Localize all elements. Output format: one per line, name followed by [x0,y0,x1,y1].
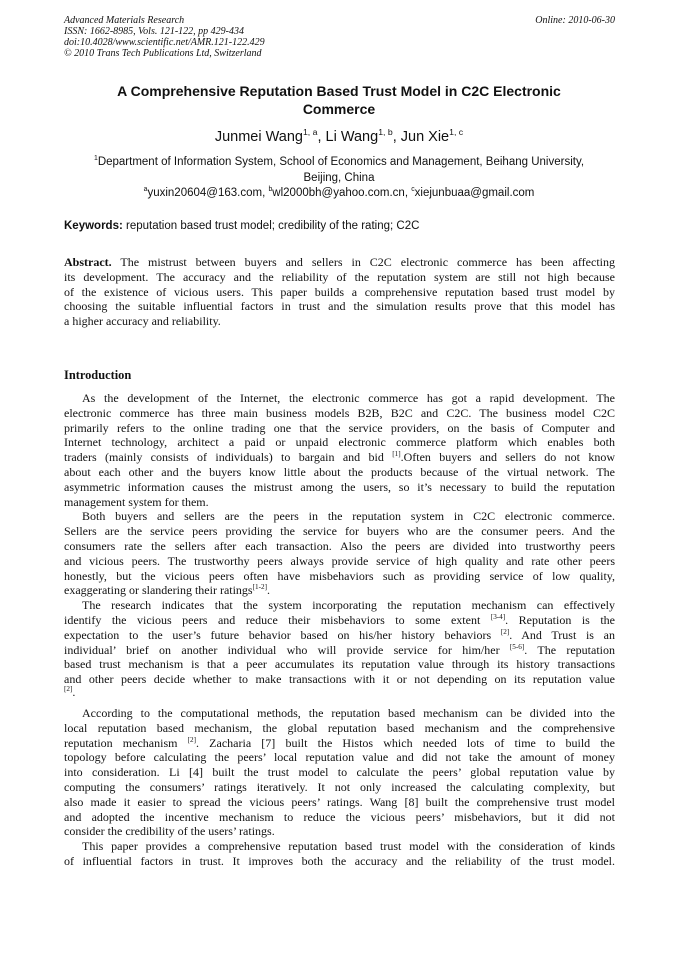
text: Sellers are the service peers providing the service for buyers who are the consumer peers. And the [64,524,615,539]
text: management system for them. [64,494,209,509]
paragraph [64,509,615,598]
text: . The reputation [524,642,615,657]
text-line [64,255,615,270]
text: primarily refers to the online trading one that the service providers, on the basis of Computer and [64,420,615,435]
text: topology before calculating the peers’ local reputation value and did not take the amount of money [64,750,615,765]
text: asymmetric information causes the mistrust among the users, so it’s necessary to build the reputation [64,479,615,494]
paragraph [64,706,615,839]
paragraph [64,391,615,509]
email-sup: c [411,186,415,194]
text: electronic commerce has three main business models B2B, B2C and C2C. The business model C2C [64,405,615,420]
text: traders (mainly consists of individuals) to bargain and bid [64,450,393,465]
author-sep: , [392,129,401,145]
text: and adopted the incentive mechanism to reduce the vicious peers’ misbehaviors, but it did not [64,809,615,824]
text-line [64,569,615,584]
text-line [64,810,615,825]
text-line [64,524,615,539]
text-line [64,480,615,495]
text: identify the vicious peers and reduce their misbehaviors to some extent [64,612,491,627]
text-line [64,421,615,436]
text: consumers rate the sellers after each transaction. Also the peers are divided into trustworthy peers [64,538,615,553]
text: . [266,583,270,598]
abstract [64,255,615,329]
text-line [64,299,615,314]
email-sup: b [268,186,273,194]
text: This paper provides a comprehensive reputation based trust model with the consideration of kinds [82,839,615,854]
text: As the development of the Internet, the electronic commerce has got a rapid development. The [82,391,615,405]
text-line [64,854,615,869]
text: a higher accuracy and reliability. [64,314,221,329]
text: into consideration. Li [4] built the trust model to calculate the peers’ global reputation value by [64,765,615,780]
author-name: Junmei Wang [214,129,303,145]
text: and other peers decide whether to make transactions with it or not depending on its reputation value [64,672,615,687]
text-line [64,684,615,699]
paper-title [10,82,668,118]
citation: [1] [392,450,401,459]
text-line [64,657,615,672]
text-line [64,750,615,765]
title-line: A Comprehensive Reputation Based Trust Model in C2C Electronic [117,83,561,99]
affiliation-text: Department of Information System, School of Economics and Management, Beihang University, [97,156,585,168]
doi: doi:10.4028/www.scientific.net/AMR.121-122.429 [64,37,265,48]
text-line [64,495,615,510]
text-line [64,643,615,658]
text-line [64,839,615,854]
text-line [64,706,615,721]
citation: [3-4] [490,612,506,621]
email: xiejunbuaa@gmail.com [414,187,535,199]
email-sep: , [262,187,269,199]
email: wl2000bh@yahoo.com.cn [272,187,405,199]
email: yuxin20604@163.com [147,187,263,199]
issn: ISSN: 1662-8985, Vols. 121-122, pp 429-434 [64,26,244,37]
journal-name: Advanced Materials Research [64,15,185,26]
text-line [64,628,615,643]
text-line [64,824,615,839]
text: expectation to the user’s future behavior based on his/her history behaviors [64,627,501,642]
text: Internet technology, architect a paid or unpaid electronic commerce platform which enables both [64,435,615,450]
text: of the existence of vicious users. This paper builds a comprehensive reputation based trust model by [64,284,615,299]
text: . [72,684,76,699]
text: local reputation based mechanism, the global reputation based mechanism and the comprehensive [64,720,615,735]
text-line [64,765,615,780]
text-line [64,391,615,406]
introduction-body [64,391,615,869]
affiliation-line [10,155,668,171]
text: computing the consumers’ ratings iteratively. It not only increased the calculating complexity, but [64,779,615,794]
text-line [64,554,615,569]
text: its development. The accuracy and the reliability of the reputation system are still not high because [64,269,615,284]
text-line [64,780,615,795]
author-sep: , [317,129,326,145]
text-line [64,583,615,598]
text-line [64,285,615,300]
affiliation-city: Beijing, China [303,171,375,184]
emails [10,186,668,202]
section-heading-introduction: Introduction [64,368,132,382]
text-line [64,539,615,554]
text: Both buyers and sellers are the peers in the reputation system in C2C electronic commerce. [82,509,615,524]
citation: [2] [500,627,510,636]
text: exaggerating or slandering their ratings [64,583,253,598]
abstract-label: Abstract. [64,255,112,269]
paragraph [64,598,615,698]
text-line [64,270,615,285]
author-name: Jun Xie [400,129,450,145]
text: about each other and the buyers know little about the products because of the virtual network. The [64,464,615,479]
email-sep: , [404,187,412,199]
text-line [64,721,615,736]
text: individual’ brief on another individual who will provide service for him/her [64,642,510,657]
text: also made it easier to spread the vicious peers’ ratings. Wang [8] built the comprehensive trust model [64,794,615,809]
text: .Often buyers and sellers do not know [400,450,616,465]
affiliation-sup: 1 [93,155,98,163]
text: based trust mechanism is that a peer accumulates its reputation value through its history transactions [64,657,615,672]
journal-header [64,15,265,59]
text-line [64,465,615,480]
author-sup: 1, c [449,127,464,138]
text: . And Trust is an [509,627,615,642]
text: choosing the suitable influential factors in trust and the simulation results prove that this model has [64,299,615,314]
affiliation [10,155,668,202]
text: of influential factors in trust. It improves both the accuracy and the reliability of the trust model. [64,853,615,868]
text: honestly, but the vicious peers often have misbehaviors such as providing service of low quality, [64,568,615,583]
text-line [64,406,615,421]
text-line [64,314,615,329]
keywords-text: reputation based trust model; credibility of the rating; C2C [122,220,420,232]
online-date: Online: 2010-06-30 [535,15,615,26]
text-line [64,672,615,687]
text: . Zacharia [7] built the Histos which needed lots of time to build the [196,735,615,750]
text: According to the computational methods, the reputation based mechanism can be divided into the [82,705,615,720]
paragraph [64,839,615,869]
citation: [2] [64,684,73,693]
text: The research indicates that the system incorporating the reputation mechanism can effectively [82,598,615,613]
text: The mistrust between buyers and sellers in C2C electronic commerce has been affecting [111,255,615,269]
author-sup: 1, a [302,127,318,138]
citation: [1-2] [252,583,267,592]
text-line [64,509,615,524]
text-line [64,598,615,613]
text: reputation mechanism [64,735,188,750]
text-line [64,736,615,751]
copyright: © 2010 Trans Tech Publications Ltd, Switzerland [64,48,262,59]
authors [10,128,668,146]
text-line [64,613,615,628]
text-line [64,435,615,450]
author-name: Li Wang [325,129,379,145]
title-line: Commerce [302,101,376,117]
citation: [2] [187,735,197,744]
text: consider the credibility of the users’ ratings. [64,824,275,839]
text-line [64,450,615,465]
keywords [64,220,419,232]
text: and vicious peers. The trustworthy peers always provide service of high quality and rate other peers [64,553,615,568]
citation: [5-6] [509,642,525,651]
email-sup: a [143,186,148,194]
text: . Reputation is the [505,612,616,627]
keywords-label: Keywords: [64,220,123,232]
text-line [64,795,615,810]
author-sup: 1, b [378,127,393,138]
